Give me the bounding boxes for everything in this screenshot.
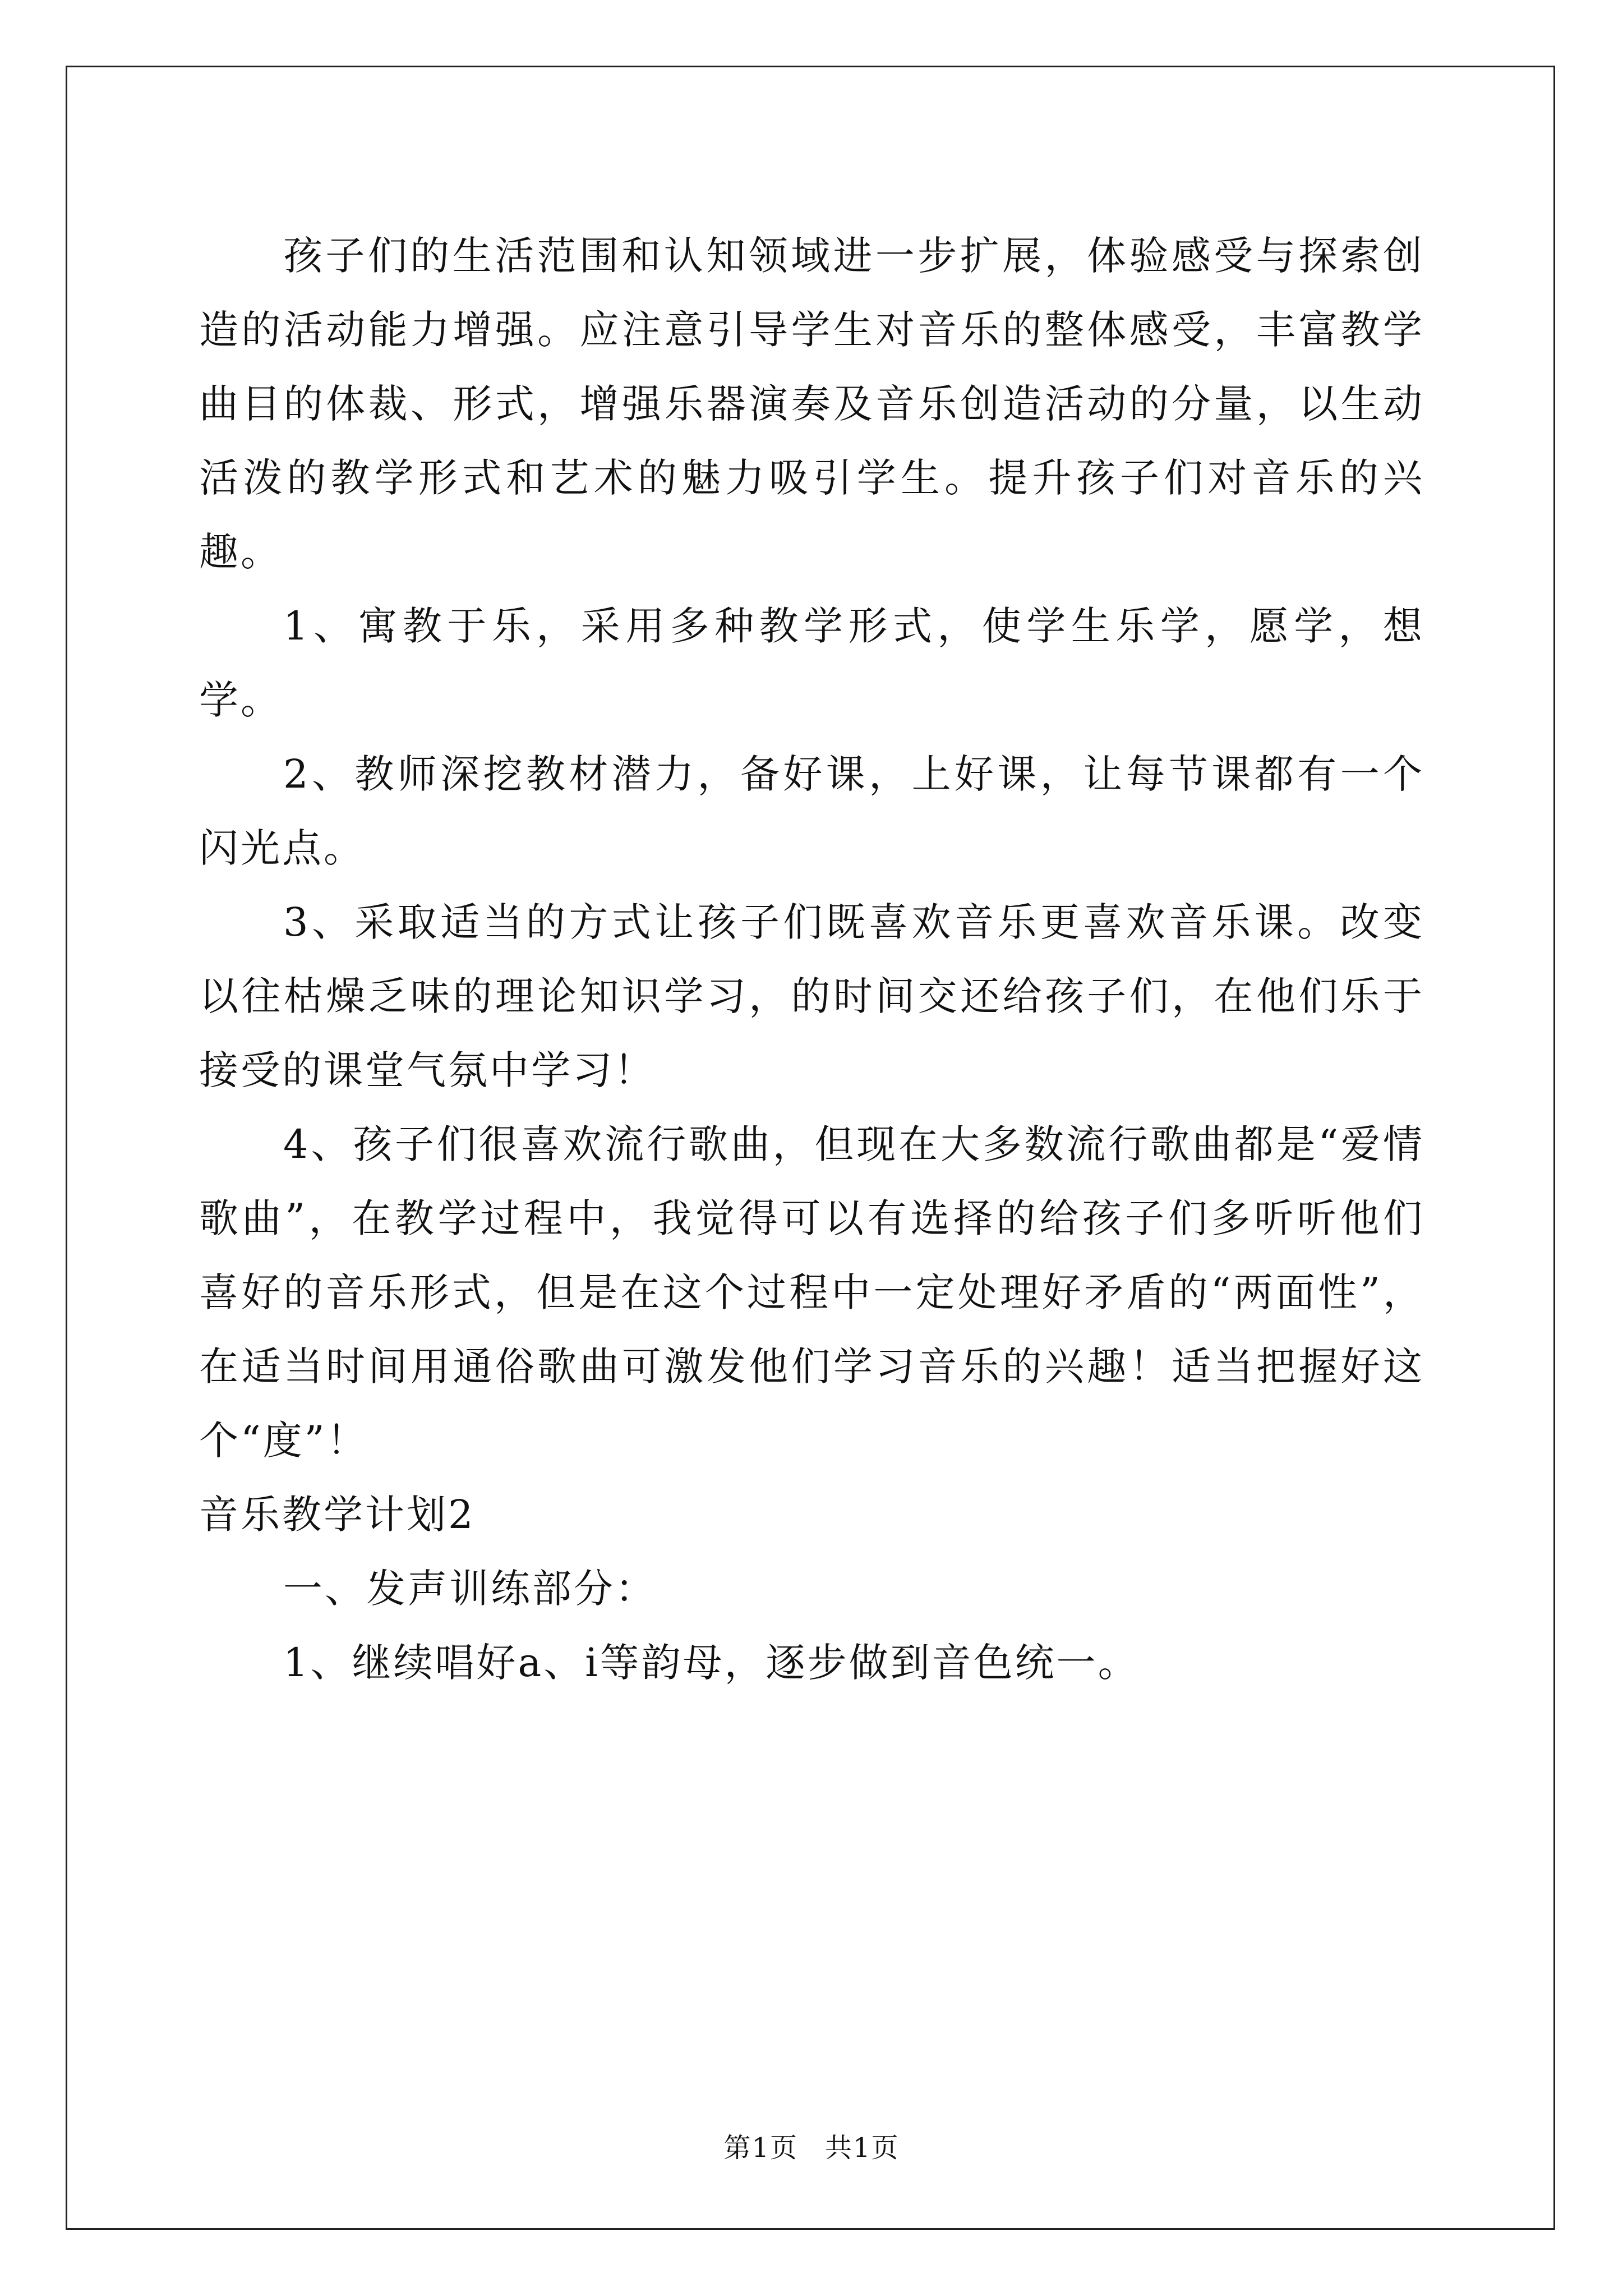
page-number: 第1页: [723, 2132, 798, 2164]
paragraph-vocal-1: 1、继续唱好a、i等韵母，逐步做到音色统一。: [283, 1640, 1140, 1686]
paragraph-intro: 孩子们的生活范围和认知领域进一步扩展，体验感受与探索创造的活动能力增强。应注意引导学生对音乐的整体感受，丰富教学曲目的体裁、形式，增强乐器演奏及音乐创造活动的分量，以生动活泼的教学形式和艺术的魅力吸引学生。提升孩子们对音乐的兴趣。: [199, 233, 1424, 575]
page-footer: [0, 2126, 1623, 2165]
document-body: [199, 219, 1424, 1700]
page-total: 共1页: [825, 2132, 900, 2164]
subsection-heading: 一、发声训练部分：: [283, 1566, 657, 1612]
section-title: 音乐教学计划2: [199, 1492, 476, 1538]
paragraph-item-2: 2、教师深挖教材潜力，备好课，上好课，让每节课都有一个闪光点。: [199, 751, 1424, 871]
paragraph-item-4: 4、孩子们很喜欢流行歌曲，但现在大多数流行歌曲都是“爱情歌曲”，在教学过程中，我觉得可以有选择的给孩子们多听听他们喜好的音乐形式，但是在这个过程中一定处理好矛盾的“两面性”，在适当时间用通俗歌曲可激发他们学习音乐的兴趣！适当把握好这个“度”！: [199, 1121, 1424, 1464]
paragraph-item-3: 3、采取适当的方式让孩子们既喜欢音乐更喜欢音乐课。改变以往枯燥乏味的理论知识学习，的时间交还给孩子们，在他们乐于接受的课堂气氛中学习！: [199, 899, 1424, 1093]
paragraph-item-1: 1、寓教于乐，采用多种教学形式，使学生乐学，愿学，想学。: [199, 603, 1424, 723]
